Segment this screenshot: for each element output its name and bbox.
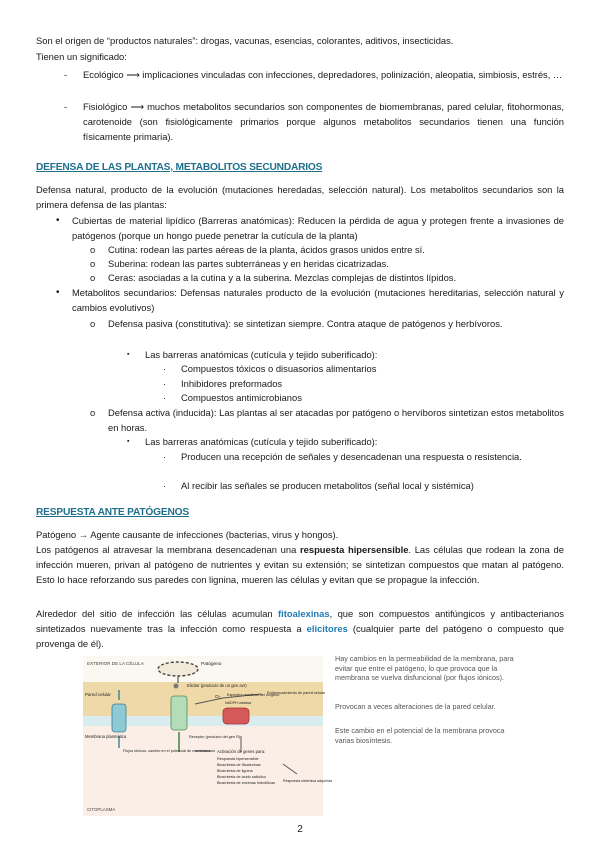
list-item-toxicos: Compuestos tóxicos o disuasorios alimentarios: [181, 363, 377, 374]
list-item-barreras-pasiva: Las barreras anatómicas (cutícula y tejido suberificado):: [145, 349, 378, 360]
ion-channel-shape: [112, 704, 126, 732]
pathogen-shape: [158, 662, 198, 676]
list-item-suberina: Suberina: rodean las partes subterráneas y en heridas cicatrizadas.: [108, 258, 389, 269]
label-cytoplasm: CITOPLASMA: [87, 807, 116, 812]
bullet-marker: ·: [163, 451, 167, 462]
bullet-marker: ▪: [127, 351, 130, 358]
label-pathogen: Patógeno: [201, 662, 222, 667]
label-response-4: Biosíntesis de ácido salicílico: [217, 775, 267, 779]
list-item-defensa-activa: Defensa activa (inducida): Las plantas al ser atacadas por patógeno o hervíboros sintetizan estos metabolitos en horas.: [108, 407, 564, 433]
receptor-shape: [171, 696, 187, 730]
bullet-marker: ·: [163, 392, 167, 403]
intro-bullet-fisiologico: Fisiológico ⟶ muchos metabolitos secundarios son componentes de biomembranas, pared celular, fitohormonas, carotenoide (son fisiológicamente primarios porque algunos metabolitos secundarios tienen una función físicamente primaria).: [83, 101, 564, 142]
exterior-zone: [83, 656, 323, 682]
section-heading-defensa: DEFENSA DE LAS PLANTAS, METABOLITOS SECUNDARIOS: [36, 162, 323, 173]
paragraph-fitoalexinas: Alrededor del sitio de infección las células acumulan fitoalexinas, que son compuestos antifúngicos y antibacterianos sintetizados nuevamente tras la infección como respuesta a elicitores (cualquier parte del patógeno o compuesto que provenga de él).: [36, 608, 564, 649]
bullet-marker: -: [64, 69, 68, 80]
list-item-ceras: Ceras: asociadas a la cutina y a la suberina. Mezclas complejas de distintos lípidos.: [108, 272, 457, 283]
label-exterior: EXTERIOR DE LA CÉLULA: [87, 661, 144, 666]
bullet-marker: ▪: [127, 438, 130, 445]
label-receptor: Receptor (producto del gen R): [189, 735, 241, 739]
figure-note-cell-wall: Provocan a veces alteraciones de la pared celular.: [335, 702, 496, 711]
section-heading-respuesta: RESPUESTA ANTE PATÓGENOS: [36, 507, 189, 518]
intro-line-1: Son el origen de “productos naturales”: drogas, vacunas, esencias, colorantes, aditivos, insecticidas.: [36, 35, 454, 46]
bullet-marker: o: [90, 407, 96, 418]
nadph-oxidase-shape: [223, 708, 249, 724]
label-systemic: Respuesta sistémica adquirida: [283, 779, 332, 783]
keyword-elicitores: elicitores: [306, 623, 348, 634]
intro-line-2: Tienen un significado:: [36, 51, 127, 62]
list-item-defensa-pasiva: Defensa pasiva (constitutiva): se sintetizan siempre. Contra ataque de patógenos y herbívoros.: [108, 318, 503, 329]
pathogen-definition: Patógeno → Agente causante de infecciones (bacterias, virus y hongos).: [36, 529, 339, 540]
page-number: 2: [297, 824, 303, 835]
bullet-marker: •: [56, 215, 60, 226]
bullet-marker: o: [90, 318, 96, 329]
label-cell-wall: Pared celular: [85, 692, 111, 697]
label-response-3: Biosíntesis de lignina: [217, 769, 253, 773]
intro-bullet-ecologico: Ecológico ⟶ implicaciones vinculadas con infecciones, depredadores, polinización, aleopatia, simbiosis, estrés, …: [83, 69, 563, 80]
label-ion-flux: Flujos iónicos, cambio en el potencial de membrana: [123, 749, 211, 753]
bullet-marker: -: [64, 101, 68, 112]
list-item-barreras-activa: Las barreras anatómicas (cutícula y tejido suberificado):: [145, 436, 378, 447]
list-item-metabolitos: Metabolitos secundarios: Defensas naturales producto de la evolución (mutaciones hereditarias, selección natural y cambios evolutivos): [72, 287, 564, 313]
label-elicitor: Elicitor (producto de un gen avr): [187, 683, 247, 688]
list-item-cubiertas: Cubiertas de material lipídico (Barreras anatómicas): Reducen la pérdida de agua y protegen frente a invasiones de patógenos (porque un hongo puede penetrar la cutícula de la planta): [72, 215, 564, 241]
list-item-cutina: Cutina: rodean las partes aéreas de la planta, ácidos grasos unidos entre sí.: [108, 244, 425, 255]
list-item-inhibidores: Inhibidores preformados: [181, 378, 283, 389]
label-membrane: Membrana plasmática: [85, 734, 127, 739]
bullet-marker: •: [56, 287, 60, 298]
paragraph-hipersensible: Los patógenos al atravesar la membrana desencadenan una respuesta hipersensible. Las células que rodean la zona de infección mueren, privan al patógeno de nutrientes y evitan su extensión; se sintetizan compuestos que matan al patógeno. Esto lo hace reforzando sus paredes con lignina, mueren las células y evitan que se propague la infección.: [36, 544, 564, 585]
keyword-respuesta-hipersensible: respuesta hipersensible: [300, 544, 409, 555]
bullet-marker: ·: [163, 480, 167, 491]
bullet-marker: o: [90, 244, 96, 255]
list-item-senales: Al recibir las señales se producen metabolitos (señal local y sistémica): [181, 480, 474, 491]
list-item-recepcion: Producen una recepción de señales y desencadenan una respuesta o resistencia.: [181, 451, 522, 462]
figure-note-permeability: Hay cambios en la permeabilidad de la membrana, para evitar que entre el patógeno, lo que provoca que la membrana se vuelva disfuncional (por flujos iónicos).: [335, 654, 514, 682]
label-crosslink: Entrecruzamiento de pared celular: [267, 691, 326, 695]
elicitor-dot: [174, 684, 179, 689]
label-response-2: Biosíntesis de fitoalexinas: [217, 763, 261, 767]
keyword-fitoalexinas: fitoalexinas: [278, 608, 330, 619]
label-activation: Activación de genes para:: [217, 749, 266, 754]
figure-note-potential: Este cambio en el potencial de la membrana provoca varias biosíntesis.: [335, 726, 505, 745]
label-response-5: Biosíntesis de enzimas hidrolíticas: [217, 781, 276, 785]
bullet-marker: ·: [163, 363, 167, 374]
label-response-1: Respuesta hipersensible: [217, 757, 259, 761]
bullet-marker: o: [90, 272, 96, 283]
label-ros: Especies reactivas del oxígeno: [227, 693, 280, 697]
label-nadph: NADPH oxidasa: [225, 701, 251, 705]
section1-intro: Defensa natural, producto de la evolución (mutaciones heredadas, selección natural). Los metabolitos secundarios son la primera defensa de las plantas:: [36, 184, 564, 210]
bullet-marker: o: [90, 258, 96, 269]
label-o2: O₂: [215, 695, 221, 700]
list-item-antimicrobianos: Compuestos antimicrobianos: [181, 392, 302, 403]
defense-response-figure: [83, 656, 523, 816]
bullet-marker: ·: [163, 378, 167, 389]
